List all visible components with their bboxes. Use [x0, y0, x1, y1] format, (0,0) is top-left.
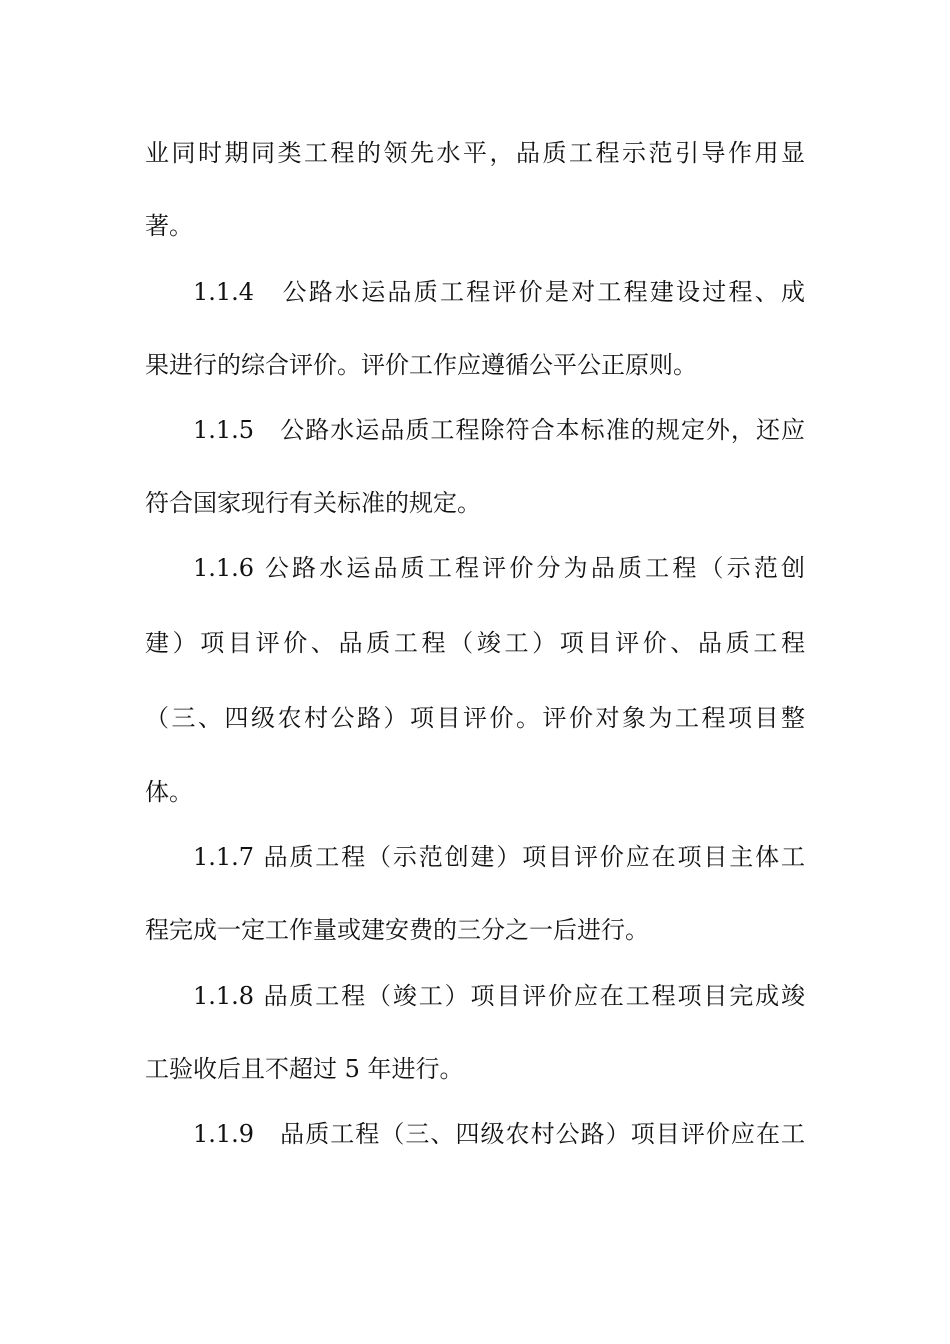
clause-1-1-5-line-1: 1.1.5 公路水运品质工程除符合本标准的规定外，还应	[193, 416, 805, 444]
clause-1-1-6-line-4: 体。	[145, 778, 193, 806]
clause-1-1-8-line-1: 1.1.8 品质工程（竣工）项目评价应在工程项目完成竣	[193, 982, 805, 1010]
clause-1-1-4-line-2: 果进行的综合评价。评价工作应遵循公平公正原则。	[145, 351, 697, 379]
clause-1-1-8-line-2: 工验收后且不超过 5 年进行。	[145, 1055, 464, 1083]
clause-1-1-6-line-1: 1.1.6 公路水运品质工程评价分为品质工程（示范创	[193, 554, 805, 582]
clause-1-1-6-line-2: 建）项目评价、品质工程（竣工）项目评价、品质工程	[145, 629, 805, 657]
clause-1-1-7-line-1: 1.1.7 品质工程（示范创建）项目评价应在项目主体工	[193, 843, 805, 871]
clause-1-1-7-line-2: 程完成一定工作量或建安费的三分之一后进行。	[145, 916, 649, 944]
clause-1-1-4-line-1: 1.1.4 公路水运品质工程评价是对工程建设过程、成	[193, 278, 805, 306]
text-line-2: 著。	[145, 212, 193, 240]
clause-1-1-6-line-3: （三、四级农村公路）项目评价。评价对象为工程项目整	[145, 704, 805, 732]
text-line-1: 业同时期同类工程的领先水平，品质工程示范引导作用显	[145, 139, 805, 167]
clause-1-1-9-line-1: 1.1.9 品质工程（三、四级农村公路）项目评价应在工	[193, 1120, 805, 1148]
clause-1-1-5-line-2: 符合国家现行有关标准的规定。	[145, 489, 481, 517]
